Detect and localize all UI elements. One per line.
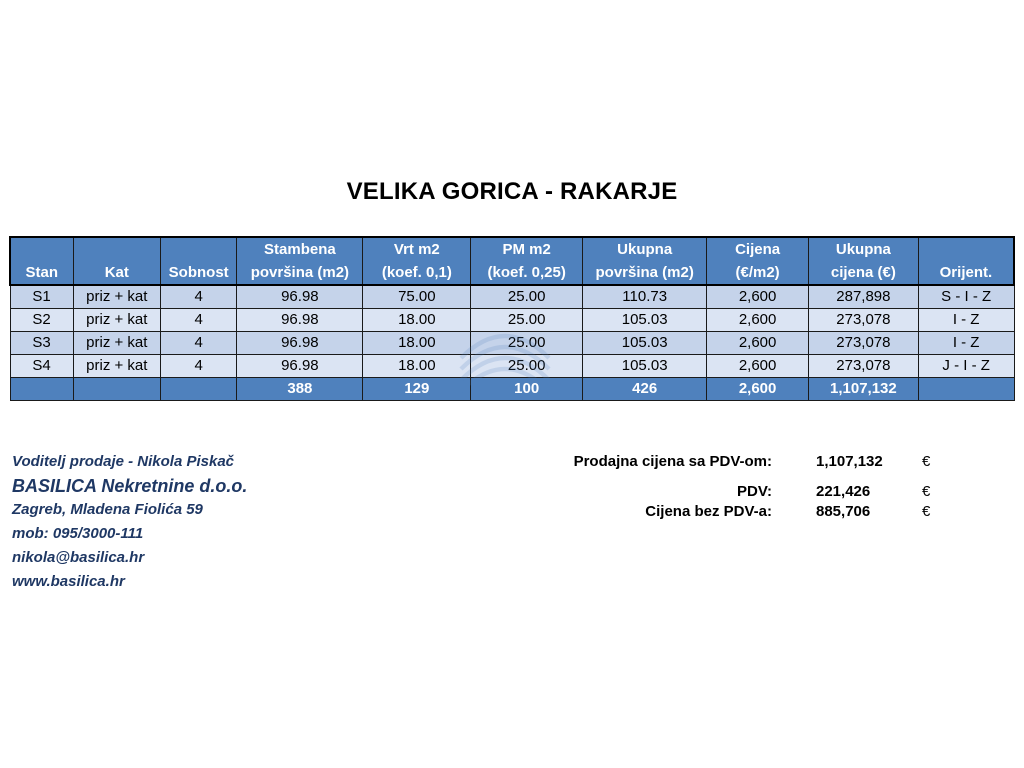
column-header-line: Vrt m2: [393, 241, 440, 258]
table-cell: priz + kat: [73, 332, 160, 355]
totals-cell: 1,107,132: [808, 378, 918, 401]
column-header: [583, 237, 707, 285]
column-header-line: (koef. 0,1): [381, 264, 452, 281]
table-cell: 75.00: [363, 285, 471, 309]
table-cell: 105.03: [583, 332, 707, 355]
column-header-line: (koef. 0,25): [487, 264, 566, 281]
summary-value: 885,706: [816, 503, 871, 520]
summary-currency: €: [922, 483, 931, 500]
totals-cell: 100: [471, 378, 583, 401]
column-header-line: površina (m2): [595, 264, 694, 281]
column-header-line: cijena (€): [830, 264, 896, 281]
table-cell: 2,600: [707, 309, 809, 332]
table-cell: 18.00: [363, 355, 471, 378]
summary-row-without-vat: [560, 500, 960, 525]
totals-cell: 2,600: [707, 378, 809, 401]
table-cell: 4: [161, 332, 237, 355]
price-table: [9, 236, 1015, 401]
table-row: [10, 332, 1014, 355]
table-totals-row: [10, 378, 1014, 401]
summary-label: Prodajna cijena sa PDV-om:: [573, 453, 772, 470]
table-cell: 96.98: [237, 332, 363, 355]
table-row: [10, 285, 1014, 309]
column-header: [363, 237, 471, 285]
table-cell: 273,078: [808, 355, 918, 378]
sales-manager: Voditelj prodaje - Nikola Piskač: [12, 453, 235, 470]
column-header-line: [77, 238, 157, 261]
column-header-line: [14, 238, 70, 261]
table-cell: 25.00: [471, 355, 583, 378]
table-cell: 4: [161, 309, 237, 332]
summary-row-with-vat: [560, 450, 960, 475]
website-link[interactable]: www.basilica.hr: [12, 573, 125, 590]
page-title: VELIKA GORICA - RAKARJE: [346, 178, 678, 205]
summary-currency: €: [922, 503, 931, 520]
column-header-line: Ukupna: [835, 241, 891, 258]
column-header: [707, 237, 809, 285]
table-cell: 110.73: [583, 285, 707, 309]
table-cell: 287,898: [808, 285, 918, 309]
table-body: [10, 285, 1014, 378]
summary-label: Cijena bez PDV-a:: [645, 503, 772, 520]
column-header-line: Ukupna: [617, 241, 673, 258]
table-cell: 25.00: [471, 332, 583, 355]
table-cell: priz + kat: [73, 355, 160, 378]
table-cell: 18.00: [363, 309, 471, 332]
column-header-line: Stambena: [264, 241, 336, 258]
table-cell: I - Z: [918, 332, 1014, 355]
email-link[interactable]: nikola@basilica.hr: [12, 549, 145, 566]
summary-value: 221,426: [816, 483, 871, 500]
column-header: [237, 237, 363, 285]
table-cell: S3: [10, 332, 73, 355]
price-summary: [560, 450, 960, 525]
totals-cell: [161, 378, 237, 401]
column-header-line: Cijena: [735, 241, 781, 258]
table-cell: 105.03: [583, 309, 707, 332]
table-cell: priz + kat: [73, 309, 160, 332]
totals-cell: 388: [237, 378, 363, 401]
table-cell: 273,078: [808, 332, 918, 355]
totals-cell: 129: [363, 378, 471, 401]
table-cell: 4: [161, 285, 237, 309]
table-cell: J - I - Z: [918, 355, 1014, 378]
table-cell: 2,600: [707, 355, 809, 378]
table-cell: 2,600: [707, 285, 809, 309]
table-cell: S1: [10, 285, 73, 309]
column-header: [808, 237, 918, 285]
table-cell: 4: [161, 355, 237, 378]
column-header-line: [164, 238, 233, 261]
summary-label: PDV:: [736, 483, 772, 500]
column-header: [10, 237, 73, 285]
contact-block: [12, 450, 247, 594]
summary-currency: €: [922, 453, 931, 470]
column-header-line: Kat: [104, 264, 129, 281]
column-header-line: (€/m2): [735, 264, 780, 281]
table-cell: 96.98: [237, 355, 363, 378]
totals-cell: [73, 378, 160, 401]
column-header: [73, 237, 160, 285]
table-row: [10, 355, 1014, 378]
column-header: [918, 237, 1014, 285]
table-cell: 96.98: [237, 309, 363, 332]
totals-cell: [918, 378, 1014, 401]
column-header-line: PM m2: [502, 241, 551, 258]
table-cell: I - Z: [918, 309, 1014, 332]
table-cell: 25.00: [471, 309, 583, 332]
table-cell: 96.98: [237, 285, 363, 309]
mobile-number: mob: 095/3000-111: [12, 525, 144, 542]
column-header: [161, 237, 237, 285]
address: Zagreb, Mladena Fiolića 59: [12, 501, 203, 518]
table-cell: 105.03: [583, 355, 707, 378]
column-header-line: površina (m2): [250, 264, 350, 281]
table-cell: 2,600: [707, 332, 809, 355]
table-cell: 18.00: [363, 332, 471, 355]
table-header-row: [10, 237, 1014, 285]
column-header-line: [922, 238, 1010, 261]
table-row: [10, 309, 1014, 332]
table-cell: S4: [10, 355, 73, 378]
column-header-line: Sobnost: [168, 264, 229, 281]
table-cell: S - I - Z: [918, 285, 1014, 309]
table-cell: priz + kat: [73, 285, 160, 309]
column-header: [471, 237, 583, 285]
company-name: BASILICA Nekretnine d.o.o.: [12, 476, 248, 496]
table-cell: 273,078: [808, 309, 918, 332]
table-cell: S2: [10, 309, 73, 332]
table-cell: 25.00: [471, 285, 583, 309]
column-header-line: Orijent.: [939, 264, 993, 281]
column-header-line: Stan: [25, 264, 59, 281]
totals-cell: [10, 378, 73, 401]
summary-value: 1,107,132: [816, 453, 883, 470]
totals-cell: 426: [583, 378, 707, 401]
